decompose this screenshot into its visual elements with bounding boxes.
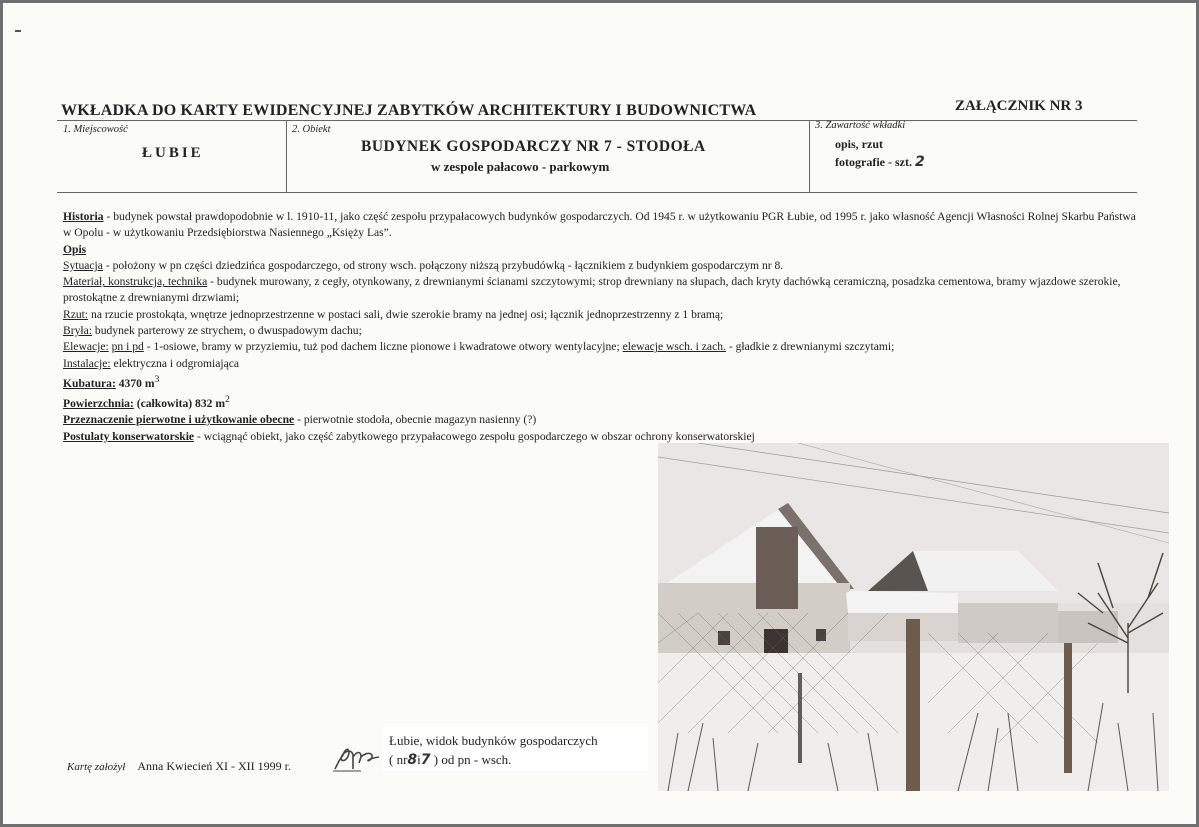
zawartosc-line2 [835,154,925,170]
historia-text: - budynek powstał prawdopodobnie w l. 1910-11, jako część zespołu przypałacowych budynków gospodarczych. Od 1945 r. w użytkowaniu PGR Łubie, od 1995 r. jako własność Agencji Własności Rolnej Skarbu Państwa w Opolu - w użytkowaniu Przedsiębiorstwa Nasiennego „Księży Las”. [63,210,1136,240]
signature-image [331,743,383,773]
powierzchnia-label: Powierzchnia: [63,396,134,410]
rzut-paragraph [63,307,1143,323]
kubatura-paragraph [63,372,1143,392]
zawartosc-line1: opis, rzut [835,137,883,151]
bryla-paragraph [63,323,1143,339]
material-label: Materiał, konstrukcja, technika [63,275,208,289]
zawartosc-line2-text: fotografie - szt. [835,155,912,169]
material-text: - budynek murowany, z cegły, otynkowany, z drewnianymi ścianami szczytowymi; strop drewniany na słupach, dach kryty dachówką ceramiczną, posadzka cementowa, bramy wjazdowe szerokie, prostokątne z drewnianymi drzwiami; [63,275,1121,305]
miejscowosc-label: 1. Miejscowość [63,124,128,135]
author-line [67,759,291,774]
caption-number-1: 8 [407,752,418,768]
description-body [63,209,1143,445]
opis-label: Opis [63,242,87,256]
instalacje-paragraph [63,356,1143,372]
sytuacja-text: - położony w pn części dziedzińca gospodarczego, od strony wsch. połączony niższą przybudówką - łącznikiem z budynkiem gospodarczym nr 8. [105,258,784,272]
rzut-label: Rzut: [63,307,89,321]
powierzchnia-paragraph [63,392,1143,412]
kubatura-label: Kubatura: [63,376,116,390]
postulaty-text: - wciągnąć obiekt, jako część zabytkowego przypałacowego zespołu gospodarczego w obszar ochrony konserwatorskiej [196,429,755,443]
instalacje-text: elektryczna i odgromiająca [113,356,240,370]
elewacje-label: Elewacje: [63,340,109,354]
photo-farm-buildings [658,443,1169,791]
elewacje2-label: elewacje wsch. i zach. [622,340,726,354]
historia-label: Historia [63,210,104,223]
bryla-label: Bryła: [63,324,92,338]
caption-pre: ( nr [389,752,408,767]
zalozyl-label: Kartę założył [67,761,126,773]
instalacje-label: Instalacje: [63,356,111,370]
elewacje-sub: pn i pd [111,340,144,354]
obiekt-name: BUDYNEK GOSPODARCZY NR 7 - STODOŁA [361,138,706,155]
caption-number-2: 7 [420,752,431,768]
zawartosc-label: 3. Zawartość wkładki [815,120,906,131]
bryla-text: budynek parterowy ze strychem, o dwuspadowym dachu; [94,324,362,338]
sytuacja-label: Sytuacja [63,258,103,272]
historia-paragraph [63,209,1143,242]
sytuacja-paragraph [63,258,1143,274]
rzut-text: na rzucie prostokąta, wnętrze jednoprzestrzenne w postaci sali, dwie szerokie bramy na jednej osi; łącznik jednoprzestrzenny z 1 bramą; [91,307,724,321]
kubatura-value: 4370 m [118,376,155,390]
powierzchnia-value: (całkowita) 832 m [136,396,225,410]
przeznaczenie-label: Przeznaczenie pierwotne i użytkowanie obecne [63,413,295,427]
header-rule-bottom [57,192,1137,193]
caption-line2 [389,750,648,770]
przeznaczenie-text: - pierwotnie stodoła, obecnie magazyn nasienny (?) [297,413,537,427]
kubatura-unit-sup: 3 [154,373,160,385]
margin-mark [15,30,21,32]
przeznaczenie-paragraph [63,412,1143,428]
elewacje2-text: - gładkie z drewnianymi szczytami; [728,340,895,354]
header-divider-1 [286,120,287,192]
postulaty-label: Postulaty konserwatorskie [63,429,195,443]
caption-post: ) od pn - wsch. [433,752,512,767]
document-title: WKŁADKA DO KARTY EWIDENCYJNEJ ZABYTKÓW ARCHITEKTURY I BUDOWNICTWA [61,102,757,119]
header-divider-2 [809,120,810,192]
header-rule-top [57,120,1137,121]
elewacje-paragraph [63,339,1143,355]
obiekt-context: w zespole pałacowo - parkowym [431,159,610,174]
opis-heading [63,242,1143,258]
material-paragraph [63,274,1143,307]
document-page [3,3,1196,824]
caption-mid: i [417,752,421,767]
powierzchnia-unit-sup: 2 [224,394,230,406]
caption-line1: Łubie, widok budynków gospodarczych [389,733,598,748]
photo-caption [382,727,648,771]
elewacje-text: - 1-osiowe, bramy w przyziemiu, tuż pod dachem liczne pionowe i kwadratowe otwory wentylacyjne; [146,340,620,354]
miejscowosc-value: ŁUBIE [142,145,204,161]
obiekt-label: 2. Obiekt [292,124,331,135]
attachment-number: ZAŁĄCZNIK NR 3 [955,98,1083,114]
author-name: Anna Kwiecień XI - XII 1999 r. [137,759,291,773]
photo-count: 2 [914,154,925,170]
